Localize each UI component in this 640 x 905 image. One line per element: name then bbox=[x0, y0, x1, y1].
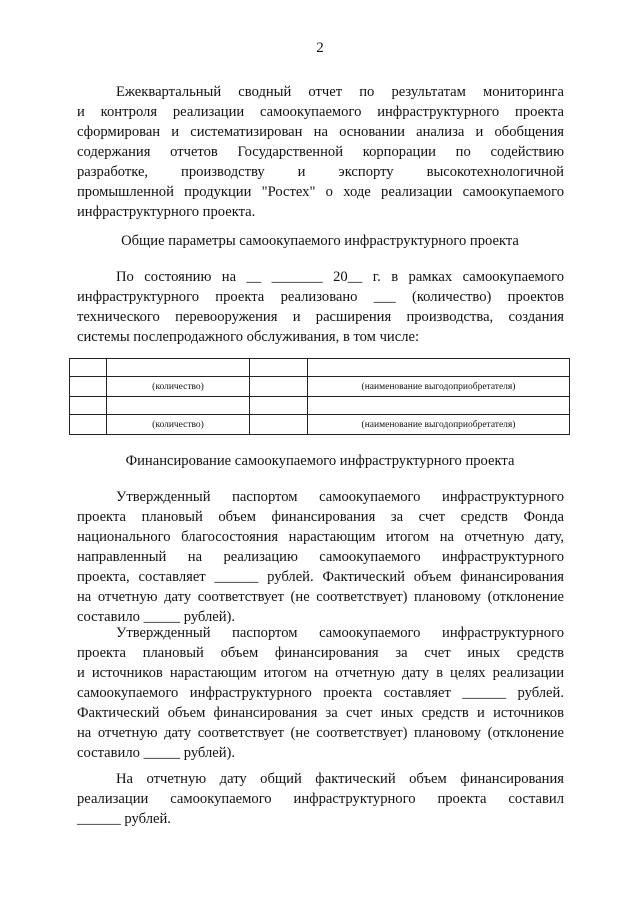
text-line: промышленной продукции "Ростех" о ходе реализации самоокупаемого bbox=[77, 184, 564, 200]
table-row bbox=[70, 377, 570, 397]
table-row bbox=[70, 397, 570, 415]
page-number: 2 bbox=[316, 40, 324, 56]
text-line: направленный на реализацию самоокупаемого инфраструктурного bbox=[77, 549, 564, 565]
financing-paragraph-other bbox=[77, 623, 564, 763]
table-cell bbox=[250, 415, 308, 435]
beneficiary-table bbox=[69, 358, 570, 435]
quantity-caption: (количество) bbox=[107, 377, 250, 397]
quantity-caption: (количество) bbox=[107, 415, 250, 435]
text-line: проекта, составляет ______ рублей. Фактический объем финансирования bbox=[77, 569, 564, 585]
text-line: ______ рублей. bbox=[77, 811, 171, 827]
table-cell bbox=[70, 377, 107, 397]
table-cell bbox=[107, 397, 250, 415]
text-line: Ежеквартальный сводный отчет по результатам мониторинга bbox=[116, 84, 564, 100]
text-line: проекта плановый объем финансирования за счет средств Фонда bbox=[77, 509, 564, 525]
text-line: Утвержденный паспортом самоокупаемого инфраструктурного bbox=[116, 489, 564, 505]
financing-paragraph-fund bbox=[77, 487, 564, 627]
table-cell bbox=[70, 359, 107, 377]
text-line: на отчетную дату соответствует (не соответствует) плановому (отклонение bbox=[77, 725, 564, 741]
text-line: По состоянию на __ _______ 20__ г. в рамках самоокупаемого bbox=[116, 269, 564, 285]
text-line: и контроля реализации самоокупаемого инфраструктурного проекта bbox=[77, 104, 564, 120]
text-line: составило _____ рублей). bbox=[77, 609, 236, 625]
text-line: На отчетную дату общий фактический объем финансирования bbox=[116, 771, 564, 787]
text-line: инфраструктурного проекта реализовано ___ (количество) проектов bbox=[77, 289, 564, 305]
text-line: национального благосостояния нарастающим итогом на отчетную дату, bbox=[77, 529, 564, 545]
section-heading-financing: Финансирование самоокупаемого инфраструктурного проекта bbox=[125, 453, 515, 469]
financing-paragraph-total bbox=[77, 769, 564, 829]
text-line: содержания отчетов Государственной корпорации по содействию bbox=[77, 144, 564, 160]
table-cell bbox=[250, 377, 308, 397]
section-heading-general: Общие параметры самоокупаемого инфраструктурного проекта bbox=[121, 233, 519, 249]
table-cell bbox=[70, 415, 107, 435]
table-cell bbox=[308, 397, 570, 415]
general-paragraph bbox=[77, 267, 564, 347]
intro-paragraph bbox=[77, 82, 564, 222]
text-line: Фактический объем финансирования за счет иных средств и источников bbox=[77, 705, 564, 721]
table-cell bbox=[250, 397, 308, 415]
text-line: реализации самоокупаемого инфраструктурного проекта составил bbox=[77, 791, 564, 807]
beneficiary-name-caption: (наименование выгодоприобретателя) bbox=[308, 377, 570, 397]
table-cell bbox=[308, 359, 570, 377]
table-cell bbox=[70, 397, 107, 415]
text-line: системы послепродажного обслуживания, в том числе: bbox=[77, 329, 420, 345]
text-line: сформирован и систематизирован на основании анализа и обобщения bbox=[77, 124, 564, 140]
table-cell bbox=[107, 359, 250, 377]
text-line: технического перевооружения и расширения производства, создания bbox=[77, 309, 564, 325]
beneficiary-name-caption: (наименование выгодоприобретателя) bbox=[308, 415, 570, 435]
text-line: инфраструктурного проекта. bbox=[77, 204, 256, 220]
table-row bbox=[70, 415, 570, 435]
table-cell bbox=[250, 359, 308, 377]
table-row bbox=[70, 359, 570, 377]
text-line: составило _____ рублей). bbox=[77, 745, 236, 761]
text-line: и источников нарастающим итогом на отчетную дату в целях реализации bbox=[77, 665, 564, 681]
text-line: проекта плановый объем финансирования за счет иных средств bbox=[77, 645, 564, 661]
text-line: самоокупаемого инфраструктурного проекта составляет ______ рублей. bbox=[77, 685, 564, 701]
text-line: разработке, производству и экспорту высокотехнологичной bbox=[77, 164, 564, 180]
text-line: на отчетную дату соответствует (не соответствует) плановому (отклонение bbox=[77, 589, 564, 605]
text-line: Утвержденный паспортом самоокупаемого инфраструктурного bbox=[116, 625, 564, 641]
